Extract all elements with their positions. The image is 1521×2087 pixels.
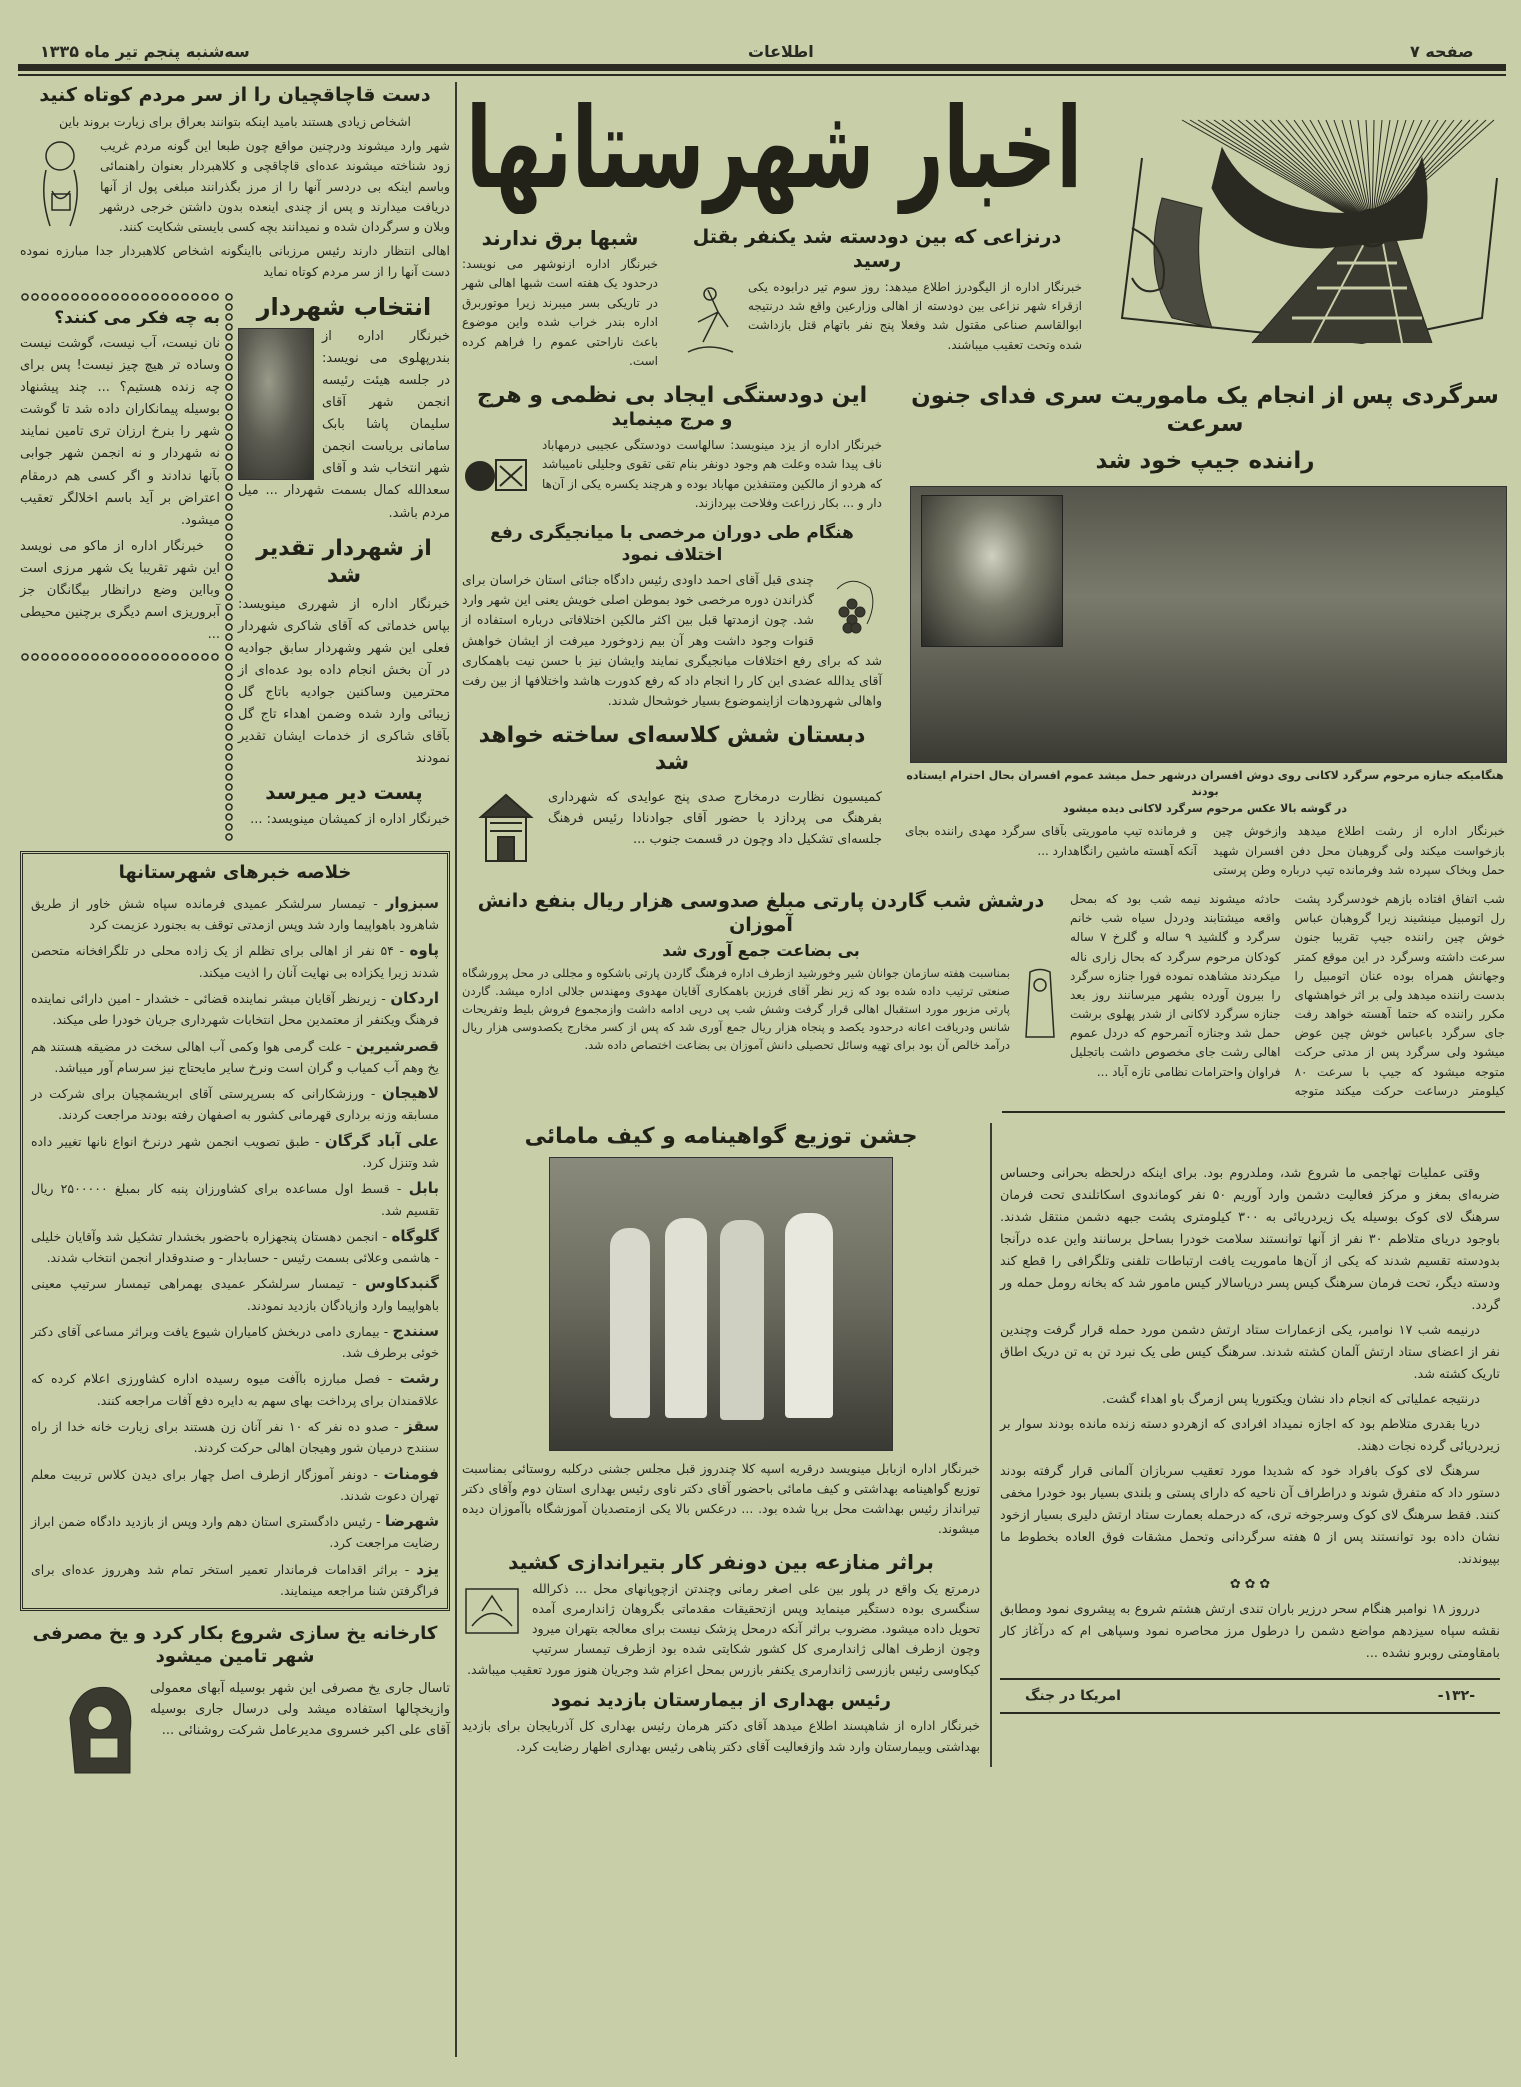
summary-item [31, 1509, 439, 1554]
farmer-sketch-icon [678, 282, 738, 357]
separator: - [376, 991, 391, 1007]
separator: - [393, 943, 410, 959]
caption-line: هنگامیکه جنازه مرحوم سرگرد لاکانی روی دوش افسران درشهر حمل میشد عموم افسران بحال احترام ایستاده بودند [906, 768, 1504, 799]
article-body: نان نیست، آب نیست، گوشت نیست وساده تر هیچ چیز نیست! پس برای چه زنده هستیم؟ ... چند پیشنهاد بوسیله پیمانکاران داده شد تا گوشت شهر را بنرخ ارزان تری تامین نمایند نه شهردار و نه انجمن شهر جوابی بآنها ندادند و اگر کسی هم درمقام اعتراض بر آید باسم اخلالگر تعقیب میشود. [20, 336, 220, 528]
summary-text: رئیس دادگستری استان دهم وارد وپس از بازدید دادگاه ضمن ابراز رضایت مراجعت کرد. [31, 1514, 439, 1551]
summary-item [31, 1034, 439, 1079]
article-mayor-election [238, 292, 450, 525]
article-body: خبرنگار اداره از یزد مینویسد: سالهاست دودستگی عجیبی درمهاباد ناف پیدا شده وعلت هم وجود دونفر بنام تقی تقوی وجلیلی نامیباشد که هردو از مالکین ومتنفذین مهاباد بوده و هرچند یکسره یکی از آن‌ها دار و ... بکار زراعت وفلاحت بپردازند. [542, 437, 882, 510]
article-paragraph: ✿ ✿ ✿ [1229, 1577, 1271, 1592]
masthead-title: اخبار شهرستانها [465, 84, 1082, 214]
article-headline: این دودستگی ایجاد بی نظمی و هرج [476, 382, 868, 408]
section-masthead [462, 84, 1082, 218]
article-headline: رئیس بهداری از بیمارستان بازدید نمود [551, 1689, 891, 1711]
summary-city: فومنات [383, 1464, 439, 1483]
serial-footer [1000, 1680, 1500, 1712]
shepherd-sketch-illustration [462, 1581, 522, 1641]
article-body: خبرنگار اداره ازبابل مینویسد درقریه اسپه کلا چندروز قبل مجلس جشنی درکلبه روستائی بمناسبت توزیع گواهینامه بهداشتی و کیف مامائی باحضور آقای دکتر ناوی رئیس بهداری استان دوم وآقای دکتر تیرانداز رئیس بهداشت محل برپا شده بود. ... درعکس بالا یکی ازمتصدیان آموزشگاه باآموزان دیده میشوند. [462, 1460, 980, 1537]
photo-caption [905, 768, 1505, 818]
article-body: تاسال جاری یخ مصرفی این شهر بوسیله آبهای معمولی وازیخچالها استفاده میشد ولی درسال جاری بوسیله آقای علی اکبر خسروی مدیرعامل شرکت روشنائی ... [150, 1681, 450, 1739]
article-mediation [462, 523, 882, 711]
summary-text: دونفر آموزگار ازطرف اصل چهار برای دیدن کلاس تربیت معلم تهران دعوت شدند. [31, 1466, 439, 1503]
article-headline: دبستان شش کلاسه‌ای ساخته خواهد شد [478, 722, 866, 776]
article-headline: پست دیر میرسد [265, 780, 423, 805]
left-column-split [20, 292, 450, 842]
decorative-border [20, 652, 220, 662]
pilgrim-sketch-icon [30, 136, 90, 236]
summary-item [31, 1366, 439, 1411]
separator: - [388, 1418, 405, 1434]
article-headline: دست قاچاقچیان را از سر مردم کوتاه کنید [39, 84, 431, 106]
summary-city: رشت [399, 1369, 439, 1388]
summary-city: بابل [408, 1179, 439, 1198]
article-body: اهالی انتظار دارند رئیس مرزبانی بااینگونه اشخاص کلاهبردار جدا مبارزه نموده دست آنها را از سر مردم کوتاه نماید [20, 243, 450, 279]
article-body-continued: شب اتفاق افتاده بازهم خودسرگرد پشت رل اتومبیل مینشیند زیرا گروهبان عباس خوش چین راننده جیپ تقریبا جنون سرعت داشته وسرگرد در این موقع کمتر وجهانش همراه بوده عنان اتومبیل را بدست راننده میدهد ولی بر اثر خواهشهای مکرر راننده که حتما آهسته خواهد رفت جای سرگرد باعباس خوش چین عوض میشود ولی سرگرد پس از مدتی حرکت متوجه میشود که جیپ با سرعت ۸۰ کیلومتر درساعت حرکت میکند متوجه حادثه میشوند نیمه شب بود که بمحل واقعه میشتابند ودردل سیاه شب خانم سرگرد و گلشید ۹ ساله و گلرخ ۷ ساله کودکان مرحوم سرگرد که بحال زاری ناله میکردند مشاهده نموده فورا جنازه سرگرد را بیرون آورده بشهر میرسانند روز بعد جنازه سرگرد لاکانی از شدر پهلوی برشت حمل شد وجنازه آنمرحوم که دردل عموم اهالی رشت جای مخصوص داشت باتجلیل فراوان واحترامات نظامی تازه آباد ... [1070, 891, 1505, 1098]
summary-city: سقز [404, 1416, 439, 1435]
funeral-procession-photo [910, 486, 1507, 763]
article-ice-factory [20, 1623, 450, 1778]
separator: - [380, 1371, 400, 1387]
summary-text: فصل مبارزه باآفت میوه رسیده اداره کشاورزی اعلام کرده که علاقمندان برای پرداخت بهای سهم به دایره دفع آفات مراجعه کنند. [31, 1371, 439, 1408]
column-divider [455, 82, 457, 2057]
summary-item [31, 1414, 439, 1459]
figure [720, 1220, 764, 1420]
ice-factory-illustration [60, 1678, 140, 1778]
article-body: خبرنگار اداره از کمیشان مینویسد: ... [250, 812, 450, 828]
summary-text: علت گرمی هوا وکمی آب اهالی سخت در مضیقه هستند هم یخ وهم آب کمیاب و گران است ونرخ سایر مایحتاج نیز سرسام آور میباشد. [31, 1038, 439, 1075]
decorative-border [224, 292, 234, 842]
article-school [462, 722, 882, 867]
summary-text: تیمسار سرلشکر عمیدی فرمانده سپاه شش خاور از طریق شاهرود باهواپیما وارد شد وپس ازمدتی توقف به بجنورد عزیمت کرد [31, 895, 439, 933]
hands-illustration [462, 446, 532, 506]
garden-row [462, 890, 1505, 1101]
bottom-row [462, 1123, 1505, 1767]
separator: - [367, 1466, 384, 1482]
article-mayor-honored [238, 535, 450, 771]
summary-text: براثر اقدامات فرماندار تعمیر استخر تمام شد وهرروز عده‌ای برای فراگرفتن شنا مراجعه مینمایند. [31, 1561, 439, 1598]
article-body: خبرنگار اداره از الیگودرز اطلاع میدهد: روز سوم تیر درابوده یکی ازقراء شهر نزاعی بین دودسته از اهالی وزارعین واقع شد درنتیجه ابوالقاسم صناعی مقتول شد وفعلا پنج نفر باتهام قتل بازداشت شده وتحت تعقیب میباشند. [748, 279, 1082, 352]
summary-city: سبزوار [385, 893, 439, 912]
summary-text: ورزشکارانی که بسرپرستی آقای ابریشمچیان برای شرکت در مسابقه وزنه برداری قهرمانی کشور به اصفهان رفته بودند مراجعت کردند. [31, 1086, 439, 1123]
article-headline: براثر منازعه بین دونفر کار بتیراندازی کشید [508, 1549, 934, 1574]
summary-city: سنندج [392, 1321, 439, 1340]
article-body: خبرنگار اداره از ماکو می نویسد این شهر تقریبا یک شهر مرزی است وبااین وضع درانظار بیگانگان جز آبروریزی اسم دیگری برچنین محیطی ... [20, 538, 220, 643]
middle-row [462, 382, 1505, 880]
article-major-accident [905, 382, 1505, 880]
article-headline: درشش شب گاردن پارتی مبلغ صدوسی هزار ریال بنفع دانش آموزان [477, 889, 1045, 936]
summary-list [31, 891, 439, 1601]
article-factionalism [462, 382, 882, 514]
article-headline: جشن توزیع گواهینامه و کیف مامائی [524, 1124, 918, 1149]
summary-text: ۵۴ نفر از اهالی برای تظلم از یک زاده محلی در تلگرافخانه متحصن شدند زیرا یکزاده بی نهایت آنان را اذیت میکند. [31, 943, 439, 980]
woman-sketch-illustration [1020, 967, 1060, 1047]
serial-war-article [1000, 1163, 1500, 1668]
article-paragraph: وقتی عملیات تهاجمی ما شروع شد، وملدروم بود. برای اینکه درلحظه بحرانی وحساس ضربه‌ای بمغز و مرکز فعالیت دشمن وارد آوریم ۵۰ نفر کوماندوی اسکاتلندی تحت فرمان سرهنگ لای کوک بوسیله یک زیردریائی به ۳۰۰ کیلومتری پشت جبهه دشمن منتقل شدند. باوجود دریای متلاطم ۳۰ نفر از آنها توانستند سلامت خودرا بساحل برسانند واین عده درآنجا بدودسته تقسیم شدند که یکی از آن‌ها ماموریت یافت ارتباطات تلفنی وتلگرافی را قطع کند ودسته دیگر، تحت فرمان سرهنگ کیس پسر دریاسالار کیس مامور شد که بخانه رومل حمله ور گردد. [1000, 1166, 1501, 1313]
section-divider [1002, 1111, 1505, 1113]
summary-text: طبق تصویب انجمن شهر درنرخ انواع نانها تغییر داده شد وتنزل کرد. [31, 1133, 439, 1170]
village-women-photo [549, 1157, 893, 1451]
separator: - [389, 1181, 409, 1197]
article-post-delay [238, 780, 450, 831]
article-health-visit [462, 1690, 980, 1757]
article-paragraph: دریا بقدری متلاطم بود که اجازه نمیداد افرادی که ازهردو دسته زنده مانده بودند سوار بر زیردریائی گرده نجات دهند. [1000, 1417, 1500, 1454]
summary-item [31, 1176, 439, 1221]
summary-city: اردکان [390, 989, 439, 1008]
summary-item [31, 986, 439, 1031]
left-column-right-stack [238, 292, 450, 842]
summary-text: بیماری دامی دربخش کامیاران شیوع یافت وبراثر مساعی آقای دکتر خوئی برطرف شد. [31, 1323, 439, 1361]
separator: - [397, 1561, 417, 1577]
article-body: شهر وارد میشوند ودرچنین مواقع چون طبعا این گونه مردم غریب زود شناخته میشوند عده‌ای قاچاقچی و کلاهبردار بعنوان راهنمائی وباسم اینکه بی دردسر آنها را از مرز بگذرانند مبلغی پول از آنها دریافت میدارند و پس از چندی اینعده بدون داشتن خرجی درشهر وبلان و سرگردان شده و نمیدانند بچه کسی بایستی شکایت کنند. [100, 138, 450, 234]
summary-title: خلاصه خبرهای شهرستانها [118, 862, 352, 884]
article-body: کمیسیون نظارت درمخارج صدی پنج عوایدی که شهرداری بفرهنگ می پردازد با حضور آقای جوادنادا رئیس فرهنگ جلسه‌ای تشکیل داد وچون در قسمت جنوب ... [548, 789, 882, 847]
main-news-area [462, 226, 1505, 1767]
summary-text: انجمن دهستان پنجهزاره باحضور بخشدار تشکیل شد وآقایان خلیلی - هاشمی وعلائی بسمت رئیس - حسابدار - و صندوقدار انجمن انتخاب شدند. [31, 1228, 439, 1266]
summary-text: قسط اول مساعده برای کشاورزان پنبه کار بمبلغ ۲۵۰۰۰۰۰ ریال تقسیم شد. [31, 1181, 439, 1218]
summary-item [31, 1319, 439, 1364]
article-headline: هنگام طی دوران مرخصی با میانجیگری رفع اختلاف نمود [490, 523, 854, 565]
header-rule [18, 64, 1506, 71]
article-quarrel-killing [672, 226, 1082, 357]
article-body: خبرنگار اداره از شهرری مینویسد: بپاس خدماتی که آقای شاکری شهردار فعلی این شهر وشهردار سابق جوادیه در آن بخش انجام داده بود عده‌ای از محترمین وساکنین جوادیه باتاج گل زیبائی وارد شده وضمن اهداء تاج گل بآقای شاکری از خدمات ایشان تقدیر نمودند [238, 596, 450, 767]
article-body: درمرتع یک واقع در پلور بین علی اصغر رمانی وچندتن ازچوپانهای محل ... ذکرالله سنگسری بوده دستگیر مینماید وپس ازتحقیقات مقدماتی بگروهان ژاندارمری آمده تحویل داده میشود. مضروب براثر آنکه درمحل پزشک نیست برای معالجه بتهران میرود وچون ازطرف اهالی ژاندارمری کل کشور شکایتی شده بود ازطرف تیمسار سرتیپ کیکاوسی رئیس بازرسی ژاندارمری یکنفر بازرس بمحل اعزام شد وجریان هنوز مورد تعقیب میباشد. [467, 1580, 980, 1677]
article-body: خبرنگار اداره از شاهپسند اطلاع میدهد آقای دکتر هرمان رئیس بهداری کل آذربایجان برای بازدید بهداشتی وبیمارستان وارد شد وازفعالیت آقای دکتر پناهی رئیس بهداری اظهار رضایت کرد. [462, 1718, 980, 1754]
summary-text: صدو ده نفر که ۱۰ نفر آنان زن هستند برای زیارت خانه خدا از راه سنندج درمیان شور وهیجان اهالی حرکت کردند. [31, 1418, 439, 1456]
article-body: خبرنگار اداره از بندرپهلوی می نویسد: در جلسه هیئت رئیسه انجمن شهر آقای سلیمان پاشا بابک سامانی بریاست انجمن شهر انتخاب شد و آقای سعدالله کمال بسمت شهردار ... میل مردم باشد. [238, 328, 450, 521]
serial-title: امریکا در جنگ [1025, 1688, 1121, 1704]
summary-city: شهرضا [384, 1512, 439, 1531]
footer-rule [1000, 1712, 1500, 1714]
grapes-illustration [822, 574, 882, 644]
summary-city: علی آباد گرگان [324, 1131, 439, 1150]
article-headline: شبها برق ندارند [481, 226, 639, 250]
article-paragraph: درنتیجه عملیاتی که انجام داد نشان ویکتوریا پس ازمرگ باو اهداء گشت. [1102, 1392, 1480, 1407]
summary-city: گنبدکاوس [364, 1274, 439, 1293]
article-body: چندی قبل آقای احمد داودی رئیس دادگاه جنائی استان خراسان برای گذراندن دوره مرخصی خود بموطن اصلی خویش یعنی این شهر وارد شد. چون ازمدتها قبل بین اکثر مالکین اختلافاتی درباره استفاده از قنوات وجود داشت وهر آن بیم زدوخورد میرفت از ایشان خواهش شد که برای رفع اختلافات میانجیگری نمایند وایشان نیز با حسن نیت باهمکاری آقای یدالله عضدی این کار را انجام داد که رفع کدورت هاشد واختلافها از بین رفت واهالی شهرودهات ازاینموضوع بسیار خوشحال شدند. [462, 571, 882, 709]
header-page-number: صفحه ۷ [1410, 42, 1474, 61]
article-body: خبرنگار اداره از رشت اطلاع میدهد وازخوش چین بازخواست میکند ولی گروهبان محل دفن افسران شهید حمل وبخاک سپرده شد وفرمانده تیپ درباره وطن پرستی و فرمانده تیپ ماموریتی بآقای سرگرد مهدی راننده بجای آنکه آهسته ماشین رانگاهدارد ... [905, 824, 1505, 877]
separator: - [379, 1323, 393, 1339]
summary-city: پاوه [409, 941, 439, 960]
separator: - [309, 1133, 325, 1149]
article-body: بمناسبت هفته سازمان جوانان شیر وخورشید ازطرف اداره فرهنگ گاردن پارتی باشکوه و مجللی در محل پرورشگاه صنعتی ترتیب داده شده بود که زیر نظر آقای فرزین باهمکاری آقایان مهدوی ومهندس جلالی اداره میشد. گاردن پارتی مزبور مورد استقبال اهالی قرار گرفت وشش شب پی درپی ادامه داشت وازمجموع فروش بلیط وتفریحات شانس ودریافت اعانه درحدود یکصد و پنجاه هزار ریال جمع آوری شد که پس از کسر مخارج یکصدوسی هزار ریال درآمد خالص آن بود برای تهیه وسائل تحصیلی دانش آموزان بی بضاعت اختصاص داده شد. [462, 966, 1010, 1052]
summary-city: لاهیجان [382, 1084, 439, 1103]
school-building-illustration [476, 787, 536, 867]
article-paragraph: درنیمه شب ۱۷ نوامبر، یکی ازعمارات ستاد ارتش دشمن مورد حمله قرار گرفت وچندین نفر از اعضای ستاد ارتش آلمان کشته شدند. سرهنگ کیس طی یک نبرد تن به تن دریک اطاق تاریک کشته شد. [1000, 1323, 1500, 1382]
separator: - [372, 1514, 385, 1530]
provincial-news-summary-box [20, 851, 450, 1611]
decorative-border [20, 292, 220, 302]
summary-item [31, 1081, 439, 1126]
summary-item [31, 891, 439, 936]
article-shooting [462, 1550, 980, 1680]
article-headline: درنزاعی که بین دودسته شد یکنفر بقتل رسید [692, 226, 1062, 272]
article-headline: سرگردی پس از انجام یک ماموریت سری فدای جنون سرعت [911, 382, 1499, 438]
separator: - [364, 1086, 383, 1102]
summary-item [31, 1557, 439, 1602]
serial-number: -۱۳۲- [1437, 1688, 1475, 1704]
article-subheadline: راننده جیپ خود شد [1095, 448, 1315, 475]
article-subheadline: بی بضاعت جمع آوری شد [662, 941, 860, 961]
article-headline: به چه فکر می کنند؟ [54, 307, 220, 328]
summary-item [31, 1271, 439, 1316]
summary-text: زیرنظر آقایان مبشر نماینده قضائی - خشدار - امین دارائی نماینده فرهنگ ویکنفر از معتمدین محل انتخابات شهرداری جریان خودرا طی میکند. [31, 991, 439, 1028]
article-body: خبرنگار اداره ازنوشهر می نویسد: درحدود یک هفته است شبها اهالی شهر در تاریکی بسر میبرند زیرا موتوربرق اداره بندر خراب شده واین موضوع باعث ناراحتی عموم را فراهم کرده است. [462, 257, 658, 369]
figure [610, 1228, 650, 1418]
article-garden-party [462, 890, 1060, 1055]
summary-city: قصرشیرین [355, 1036, 439, 1055]
caption-line: در گوشه بالا عکس مرحوم سرگرد لاکانی دیده میشود [1062, 801, 1348, 815]
separator: - [342, 1038, 356, 1054]
summary-city: یزد [416, 1559, 439, 1578]
article-certificate-festival [462, 1123, 980, 1540]
summary-item [31, 1129, 439, 1174]
separator: - [365, 895, 386, 911]
column-divider [990, 1123, 992, 1767]
article-subheadline: شهر تامین میشود [155, 1645, 315, 1667]
article-no-electricity [462, 226, 658, 372]
officer-portrait-inset [921, 495, 1063, 647]
article-smugglers [20, 84, 450, 282]
article-what-they-think [20, 292, 220, 663]
article-paragraph: سرهنگ لای کوک بافراد خود که شدیدا مورد تعقیب سربازان آلمانی قرار گرفته بودند دستور داد که متفرق شوند و دراطراف آن ناحیه که دارای پستی و بلندی بسیار بود خودرا مخفی کنند. فقط سرهنگ لای کوک وسرجوخه تری، که درحمله بعمارت ستاد ارتش دلیری بسیار ازخود نشان داده بود توانستند پس از ۵ هفته سرگردانی وتحمل مشقات فوق العاده بخطوط ما بپیوندند. [1000, 1464, 1501, 1567]
article-headline: از شهردار تقدیر شد [256, 535, 432, 589]
left-column [20, 84, 450, 1788]
summary-city: گلوگاه [391, 1226, 439, 1245]
serial-column [1000, 1123, 1500, 1714]
article-headline: انتخاب شهردار [256, 292, 432, 321]
header-date: سه‌شنبه پنجم تیر ماه ۱۳۳۵ [40, 42, 250, 61]
bottom-center-column [462, 1123, 980, 1767]
figure [785, 1213, 833, 1418]
separator: - [343, 1276, 365, 1292]
figure [665, 1218, 707, 1418]
separator: - [377, 1228, 392, 1244]
header-rule-thin [18, 74, 1506, 76]
mayor-portrait-photo [238, 328, 314, 480]
summary-text: تیمسار سرلشکر عمیدی بهمراهی تیمسار سرتیپ معینی باهواپیما وارد وازپادگان بازدید نمودند. [31, 1276, 439, 1313]
article-paragraph: درروز ۱۸ نوامبر هنگام سحر درزیر باران تندی ارتش هشتم شروع به پیشروی نمود ومطابق نقشه سپاه سیزدهم مواضع دشمن را درطول مرز محاصره نمود وسپاهی ام که درآغاز کار بامقاومتی روبرو نشده ... [1000, 1602, 1500, 1661]
top-row [462, 226, 1082, 372]
summary-item [31, 1224, 439, 1269]
article-lead: اشخاص زیادی هستند بامید اینکه بتوانند بعراق برای زیارت بروند باین [59, 113, 411, 129]
article-subheadline: و مرج مینماید [611, 409, 733, 431]
center-column [462, 382, 882, 877]
summary-item [31, 1462, 439, 1507]
article-headline: کارخانه یخ سازی شروع بکار کرد و یخ مصرفی [32, 1623, 438, 1645]
summary-item [31, 938, 439, 983]
header-paper-name: اطلاعات [748, 42, 814, 61]
